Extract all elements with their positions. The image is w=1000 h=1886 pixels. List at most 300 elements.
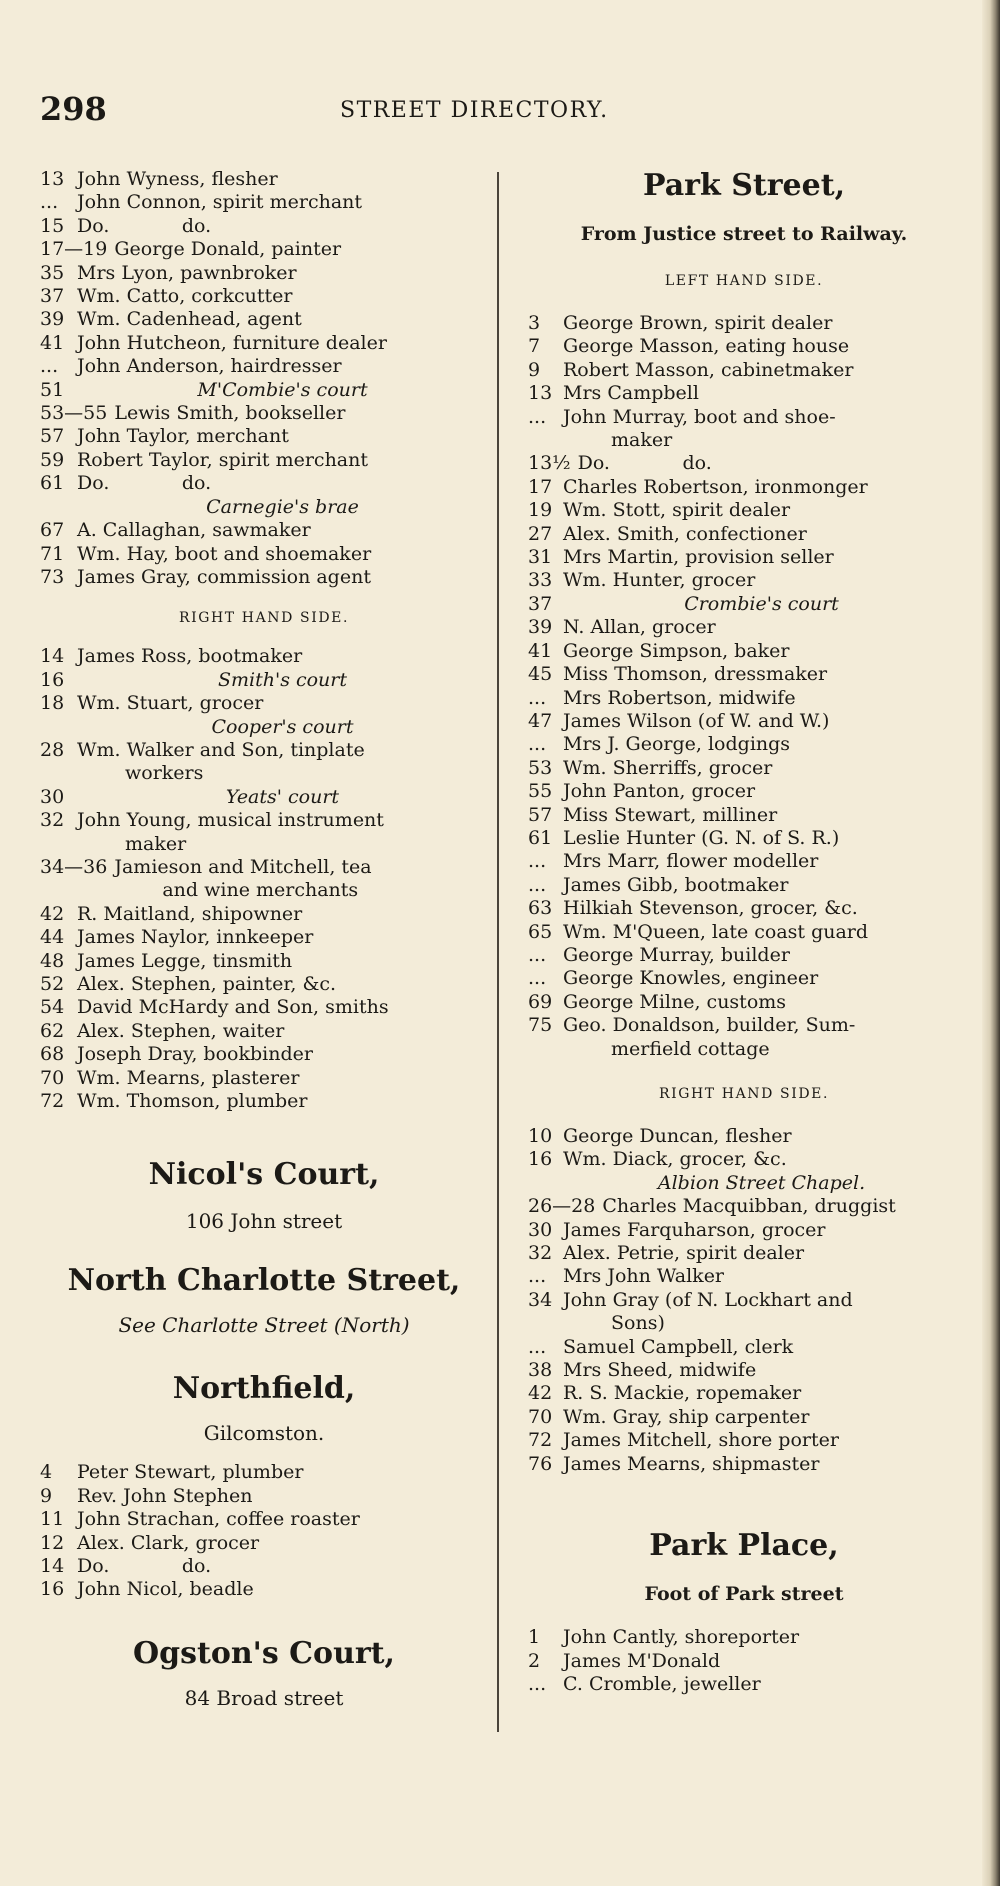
resident-text: Charles Robertson, ironmonger <box>563 475 868 498</box>
resident-text: Alex. Smith, confectioner <box>563 522 807 545</box>
section-note: 84 Broad street <box>184 1685 344 1710</box>
court-name: Albion Street Chapel. <box>657 1171 866 1194</box>
resident-name <box>77 1555 488 1578</box>
directory-entry <box>40 903 488 926</box>
court-name: Crombie's court <box>684 592 839 615</box>
court-name: Yeats' court <box>225 785 340 808</box>
directory-entry <box>528 827 960 850</box>
resident-text: A. Callaghan, sawmaker <box>77 519 311 542</box>
resident-text: Miss Thomson, dressmaker <box>563 663 828 686</box>
resident-name <box>563 1148 960 1171</box>
directory-entry <box>40 950 488 973</box>
directory-entry <box>528 359 960 382</box>
directory-entry <box>40 519 488 542</box>
house-number: ... <box>528 967 547 990</box>
house-number: 19 <box>528 499 553 522</box>
house-number: 57 <box>528 803 553 826</box>
resident-name <box>578 452 960 475</box>
directory-entry <box>528 663 960 686</box>
house-number: ... <box>528 405 547 428</box>
directory-entry <box>40 739 488 786</box>
section-heading-northfield: Northfield, <box>172 1371 356 1407</box>
house-number: 16 <box>528 1148 553 1171</box>
house-number: 16 <box>40 668 65 691</box>
page-number: 298 <box>40 90 107 128</box>
resident-text-continuation: maker <box>125 832 187 855</box>
resident-name <box>563 1453 960 1476</box>
resident-name <box>563 967 960 990</box>
directory-entry <box>528 967 960 990</box>
resident-text: Mrs J. George, lodgings <box>563 733 791 756</box>
house-number: 35 <box>40 261 65 284</box>
section-heading-park-place: Park Place, <box>649 1528 839 1564</box>
resident-text: Wm. Hunter, grocer <box>563 569 756 592</box>
resident-text: James M'Donald <box>563 1649 721 1672</box>
house-number: 33 <box>528 569 553 592</box>
house-number: 9 <box>528 358 541 381</box>
directory-entry <box>40 1508 488 1531</box>
directory-entry <box>528 546 960 569</box>
house-number: 39 <box>528 616 553 639</box>
entry-list <box>40 645 488 1113</box>
resident-name <box>563 1125 960 1148</box>
resident-name <box>563 406 960 453</box>
resident-name <box>77 1578 488 1601</box>
directory-entry <box>528 1382 960 1405</box>
house-number: 72 <box>40 1090 65 1113</box>
directory-entry <box>40 215 488 238</box>
directory-entry <box>528 1359 960 1382</box>
section-note: Gilcomston. <box>203 1421 325 1446</box>
house-number: 11 <box>40 1508 65 1531</box>
resident-text: Wm. Sherriffs, grocer <box>563 756 773 779</box>
resident-text-continuation: and wine merchants <box>162 879 359 902</box>
directory-entry <box>40 191 488 214</box>
directory-entry <box>528 1014 960 1061</box>
house-number: 44 <box>40 926 65 949</box>
resident-name <box>77 950 488 973</box>
resident-name <box>563 1650 960 1673</box>
directory-entry <box>528 616 960 639</box>
resident-name <box>77 692 488 715</box>
house-number: 42 <box>528 1382 553 1405</box>
resident-name <box>77 926 488 949</box>
house-number: 62 <box>40 1019 65 1042</box>
resident-name <box>563 663 960 686</box>
house-number: 61 <box>528 826 553 849</box>
resident-name <box>563 921 960 944</box>
directory-entry <box>40 1578 488 1601</box>
resident-name <box>77 425 488 448</box>
house-number: 52 <box>40 973 65 995</box>
house-number: 16 <box>40 1578 65 1601</box>
directory-entry <box>528 1242 960 1265</box>
house-number: 13 <box>40 168 65 190</box>
directory-entry <box>40 285 488 308</box>
house-number: 37 <box>528 592 553 615</box>
resident-name <box>77 472 488 495</box>
directory-entry <box>528 850 960 873</box>
resident-name <box>563 1429 960 1452</box>
entry-list <box>528 1626 960 1696</box>
directory-entry <box>528 687 960 710</box>
resident-name <box>77 332 488 355</box>
resident-text: John Hutcheon, furniture dealer <box>77 331 387 354</box>
house-number: 9 <box>40 1484 53 1507</box>
resident-text: David McHardy and Son, smiths <box>77 996 389 1019</box>
house-number: 48 <box>40 949 65 972</box>
house-number: 32 <box>40 809 65 832</box>
directory-entry <box>528 1289 960 1336</box>
resident-name <box>77 168 488 191</box>
resident-text: Wm. Catto, corkcutter <box>77 285 293 308</box>
resident-name <box>114 402 488 425</box>
resident-text: Do. do. <box>577 452 712 475</box>
house-number: 51 <box>40 378 65 401</box>
resident-name <box>114 238 488 261</box>
resident-text: George Brown, spirit dealer <box>563 312 833 334</box>
resident-name <box>77 543 488 566</box>
directory-entry <box>40 472 488 495</box>
house-number: 76 <box>528 1452 553 1475</box>
house-number: 28 <box>40 738 65 761</box>
resident-text: Lewis Smith, bookseller <box>114 402 346 425</box>
house-number: ... <box>528 1335 547 1358</box>
resident-name <box>77 285 488 308</box>
resident-text: John Cantly, shoreporter <box>563 1626 800 1649</box>
house-number: 34 <box>528 1288 553 1311</box>
house-number: 4 <box>40 1461 53 1484</box>
resident-text: R. Maitland, shipowner <box>77 902 303 925</box>
directory-entry <box>528 1148 960 1171</box>
resident-name <box>563 382 960 405</box>
resident-text: John Connon, spirit merchant <box>77 191 363 214</box>
resident-name <box>77 1508 488 1531</box>
side-label: RIGHT HAND SIDE. <box>658 1086 830 1102</box>
house-number: 55 <box>528 780 553 803</box>
directory-entry <box>40 449 488 472</box>
resident-text: John Anderson, hairdresser <box>77 355 342 378</box>
directory-entry <box>528 757 960 780</box>
resident-text: N. Allan, grocer <box>563 616 716 639</box>
resident-name <box>563 640 960 663</box>
resident-text: John Young, musical instrument <box>77 809 384 832</box>
directory-entry <box>40 926 488 949</box>
house-number: 18 <box>40 692 65 715</box>
resident-name <box>563 1265 960 1288</box>
directory-entry <box>528 1453 960 1476</box>
entry-list <box>528 1125 960 1476</box>
resident-text: Robert Taylor, spirit merchant <box>77 448 369 471</box>
resident-text: Wm. Diack, grocer, &c. <box>563 1148 787 1171</box>
directory-entry <box>40 355 488 378</box>
resident-text: James Legge, tinsmith <box>77 949 293 972</box>
section-note: 106 John street <box>185 1209 343 1234</box>
directory-entry <box>40 262 488 285</box>
house-number: 3 <box>528 312 541 334</box>
resident-name <box>563 850 960 873</box>
resident-text: Wm. M'Queen, late coast guard <box>563 920 869 943</box>
house-number: 75 <box>528 1014 553 1037</box>
running-title: STREET DIRECTORY. <box>340 98 609 123</box>
resident-text: James Gray, commission agent <box>77 565 371 588</box>
court-entry <box>528 593 960 616</box>
resident-name <box>77 809 488 856</box>
house-number: 65 <box>528 920 553 943</box>
resident-name <box>563 991 960 1014</box>
house-number: 27 <box>528 522 553 545</box>
resident-text: Alex. Clark, grocer <box>77 1531 260 1554</box>
house-number: 10 <box>528 1125 553 1147</box>
resident-text: Do. do. <box>77 472 212 495</box>
resident-name <box>563 710 960 733</box>
house-number: ... <box>528 943 547 966</box>
house-number: 72 <box>528 1429 553 1452</box>
directory-entry <box>528 1219 960 1242</box>
resident-name <box>563 897 960 920</box>
resident-text: Wm. Walker and Son, tinplate <box>77 738 365 761</box>
resident-name <box>77 645 488 668</box>
house-number: 57 <box>40 425 65 448</box>
resident-name <box>563 780 960 803</box>
directory-entry <box>528 640 960 663</box>
court-entry <box>40 716 488 739</box>
resident-text: Mrs Campbell <box>563 382 699 405</box>
resident-name <box>563 1626 960 1649</box>
resident-text-continuation: maker <box>611 429 673 452</box>
resident-text: Geo. Donaldson, builder, Sum- <box>563 1014 856 1037</box>
directory-entry <box>40 168 488 191</box>
resident-name <box>77 973 488 996</box>
directory-entry <box>40 402 488 425</box>
house-number: 39 <box>40 308 65 331</box>
resident-text: R. S. Mackie, ropemaker <box>563 1382 802 1405</box>
house-number: 53—55 <box>40 402 108 425</box>
house-number: 17 <box>528 475 553 498</box>
directory-entry <box>40 856 488 903</box>
resident-name <box>563 1014 960 1061</box>
court-name: M'Combie's court <box>197 378 368 401</box>
court-entry <box>40 786 488 809</box>
page-header <box>40 90 980 130</box>
house-number: 14 <box>40 645 65 668</box>
resident-text: Mrs Sheed, midwife <box>563 1359 757 1382</box>
resident-name <box>77 1461 488 1484</box>
directory-entry <box>528 780 960 803</box>
directory-entry <box>40 1090 488 1113</box>
resident-name <box>563 1406 960 1429</box>
resident-name <box>77 1532 488 1555</box>
directory-entry <box>528 921 960 944</box>
resident-name <box>77 355 488 378</box>
directory-entry <box>40 1485 488 1508</box>
left-column <box>40 168 488 1710</box>
entry-list <box>40 1461 488 1601</box>
directory-entry <box>528 897 960 920</box>
house-number: 70 <box>40 1066 65 1089</box>
resident-name <box>563 359 960 382</box>
resident-name <box>563 476 960 499</box>
directory-entry <box>528 1336 960 1359</box>
house-number: 54 <box>40 996 65 1019</box>
house-number: 26—28 <box>528 1195 596 1218</box>
house-number: 13 <box>528 382 553 405</box>
house-number: 13½ <box>528 452 571 475</box>
directory-entry <box>528 991 960 1014</box>
resident-name <box>77 191 488 214</box>
court-entry <box>40 379 488 402</box>
house-number: 70 <box>528 1405 553 1428</box>
right-column <box>528 168 960 1696</box>
directory-entry <box>528 382 960 405</box>
directory-entry <box>528 406 960 453</box>
house-number: 37 <box>40 285 65 308</box>
resident-name <box>563 1242 960 1265</box>
directory-entry <box>528 944 960 967</box>
resident-name <box>563 312 960 335</box>
house-number: 73 <box>40 565 65 588</box>
resident-name <box>77 1485 488 1508</box>
house-number: ... <box>528 733 547 756</box>
directory-entry <box>528 874 960 897</box>
resident-name <box>77 449 488 472</box>
house-number: 12 <box>40 1531 65 1554</box>
house-number: 45 <box>528 663 553 686</box>
house-number: 41 <box>528 639 553 662</box>
house-number: ... <box>528 873 547 896</box>
resident-name <box>563 1673 960 1696</box>
resident-name <box>77 1020 488 1043</box>
house-number: 61 <box>40 472 65 495</box>
resident-text: George Simpson, baker <box>563 639 790 662</box>
resident-text: George Donald, painter <box>114 238 342 261</box>
directory-entry <box>528 523 960 546</box>
directory-entry <box>528 1429 960 1452</box>
resident-name <box>563 804 960 827</box>
resident-text: John Panton, grocer <box>563 780 756 803</box>
resident-name <box>602 1195 960 1218</box>
house-number: 34—36 <box>40 855 108 878</box>
house-number: 30 <box>40 785 65 808</box>
resident-name <box>563 1336 960 1359</box>
side-label: LEFT HAND SIDE. <box>664 273 824 289</box>
house-number: 67 <box>40 519 65 542</box>
directory-entry <box>528 1626 960 1649</box>
house-number: 2 <box>528 1649 541 1672</box>
resident-text-continuation: workers <box>125 762 204 785</box>
resident-name <box>114 856 488 903</box>
resident-name <box>563 1382 960 1405</box>
resident-text: John Taylor, merchant <box>77 425 289 448</box>
house-number: 17—19 <box>40 238 108 261</box>
resident-name <box>77 1067 488 1090</box>
section-heading-ogstons-court: Ogston's Court, <box>132 1635 395 1671</box>
resident-name <box>77 739 488 786</box>
court-entry <box>40 496 488 519</box>
page-spine-shadow <box>982 0 1000 1886</box>
directory-entry <box>528 1265 960 1288</box>
resident-text: Jamieson and Mitchell, tea <box>114 855 372 878</box>
resident-text: Wm. Thomson, plumber <box>77 1090 308 1113</box>
side-label: RIGHT HAND SIDE. <box>178 610 350 627</box>
directory-entry <box>528 452 960 475</box>
resident-text: Alex. Stephen, waiter <box>77 1019 285 1042</box>
resident-text: James Ross, bootmaker <box>77 645 303 668</box>
resident-text: Do. do. <box>77 214 212 237</box>
house-number: ... <box>528 686 547 709</box>
resident-name <box>563 733 960 756</box>
resident-name <box>563 523 960 546</box>
directory-entry <box>528 1125 960 1148</box>
resident-text: Wm. Stott, spirit dealer <box>563 499 791 522</box>
directory-entry <box>40 973 488 996</box>
resident-text: George Milne, customs <box>563 990 787 1013</box>
house-number: ... <box>528 850 547 873</box>
resident-name <box>563 1219 960 1242</box>
house-number: 42 <box>40 902 65 925</box>
resident-text: James Wilson (of W. and W.) <box>563 709 830 732</box>
directory-entry <box>528 804 960 827</box>
directory-entry <box>40 1020 488 1043</box>
resident-text: James Mearns, shipmaster <box>563 1452 820 1475</box>
directory-entry <box>528 312 960 335</box>
resident-name <box>563 335 960 358</box>
resident-text: Charles Macquibban, druggist <box>602 1195 896 1218</box>
resident-text: John Gray (of N. Lockhart and <box>563 1288 853 1311</box>
house-number: 53 <box>528 756 553 779</box>
resident-text: John Strachan, coffee roaster <box>77 1508 360 1531</box>
resident-text: George Duncan, flesher <box>563 1125 792 1147</box>
resident-name <box>563 569 960 592</box>
directory-entry <box>528 499 960 522</box>
house-number: 63 <box>528 897 553 920</box>
house-number: 68 <box>40 1043 65 1066</box>
house-number: 30 <box>528 1218 553 1241</box>
house-number: 71 <box>40 542 65 565</box>
section-heading-nicols-court: Nicol's Court, <box>148 1157 380 1193</box>
entry-list <box>528 312 960 1061</box>
directory-entry <box>528 710 960 733</box>
resident-name <box>77 519 488 542</box>
resident-name <box>563 687 960 710</box>
court-name: Smith's court <box>217 668 348 691</box>
house-number: 31 <box>528 546 553 569</box>
resident-text: Do. do. <box>77 1555 212 1578</box>
directory-entry <box>40 1067 488 1090</box>
resident-name <box>77 903 488 926</box>
resident-text: Mrs Robertson, midwife <box>563 686 796 709</box>
resident-text: Alex. Stephen, painter, &c. <box>77 973 337 995</box>
resident-text: Mrs Lyon, pawnbroker <box>77 261 297 284</box>
directory-entry <box>40 308 488 331</box>
directory-entry <box>528 335 960 358</box>
house-number: 38 <box>528 1359 553 1382</box>
resident-name <box>77 308 488 331</box>
house-number: ... <box>528 1265 547 1288</box>
resident-text: Samuel Campbell, clerk <box>563 1335 794 1358</box>
resident-name <box>563 499 960 522</box>
resident-text: Miss Stewart, milliner <box>563 803 778 826</box>
directory-entry <box>528 1195 960 1218</box>
resident-name <box>563 546 960 569</box>
resident-text: James Farquharson, grocer <box>563 1218 826 1241</box>
resident-text: Alex. Petrie, spirit dealer <box>563 1242 805 1265</box>
directory-entry <box>40 1043 488 1066</box>
directory-entry <box>40 543 488 566</box>
resident-name <box>563 1359 960 1382</box>
column-divider <box>497 172 499 1732</box>
directory-entry <box>40 1461 488 1484</box>
